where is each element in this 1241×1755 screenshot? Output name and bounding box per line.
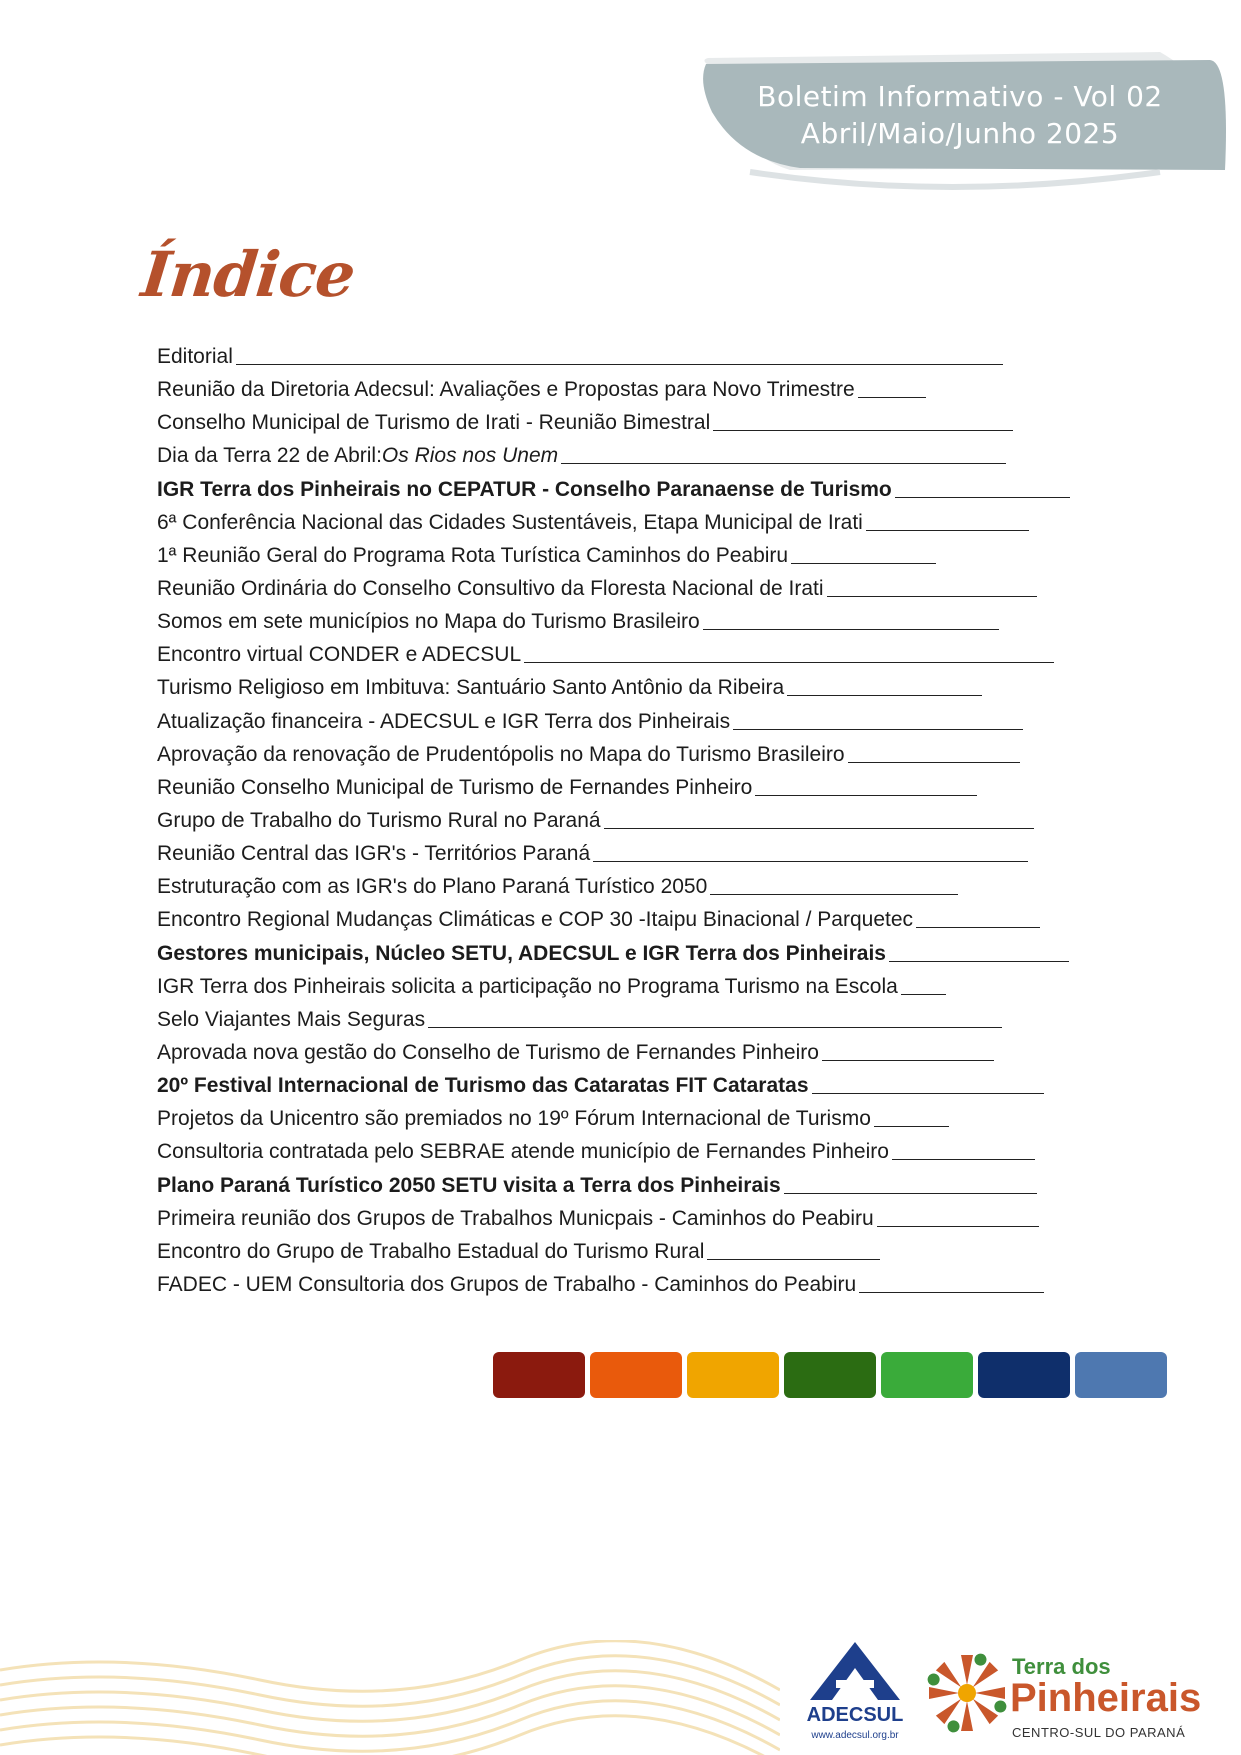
toc-leader-line: [787, 694, 982, 696]
toc-entry: [157, 771, 1107, 804]
toc-leader-line: [916, 926, 1040, 928]
terra-line2: Pinheirais: [1010, 1676, 1202, 1720]
toc-entry-title: FADEC - UEM Consultoria dos Grupos de Trabalho - Caminhos do Peabiru: [157, 1272, 857, 1296]
toc-entry-title: Editorial: [157, 345, 233, 368]
toc-leader-line: [604, 827, 1034, 829]
toc-entry: [157, 804, 1107, 837]
toc-leader-line: [710, 893, 958, 895]
toc-entry: [157, 638, 1107, 671]
toc-entry: [157, 738, 1107, 771]
toc-leader-line: [822, 1059, 994, 1061]
toc-entry-title: 6ª Conferência Nacional das Cidades Sustentáveis, Etapa Municipal de Irati: [157, 510, 863, 534]
toc-entry-title: Reunião Central das IGR's - Territórios Paraná: [157, 842, 591, 866]
toc-entry: [157, 671, 1107, 704]
toc-leader-line: [874, 1125, 949, 1127]
toc-entry-title: Encontro virtual CONDER e ADECSUL: [157, 643, 522, 667]
toc-leader-line: [524, 661, 1054, 663]
terra-line1: Terra dos: [1012, 1654, 1111, 1679]
toc-leader-line: [791, 562, 936, 564]
toc-leader-line: [827, 595, 1037, 597]
toc-entry-title: Primeira reunião dos Grupos de Trabalhos Municpais - Caminhos do Peabiru: [157, 1206, 874, 1230]
toc-entry-title: Dia da Terra 22 de Abril:: [157, 444, 382, 468]
toc-leader-line: [877, 1225, 1039, 1227]
toc-leader-line: [707, 1258, 880, 1260]
toc-entry: [157, 970, 1107, 1003]
decorative-waves: [0, 1640, 780, 1755]
toc-leader-line: [784, 1192, 1037, 1194]
toc-entry-title: 1ª Reunião Geral do Programa Rota Turística Caminhos do Peabiru: [157, 543, 789, 567]
adecsul-name: ADECSUL: [806, 1704, 904, 1726]
color-swatch: [1075, 1352, 1167, 1398]
bulletin-volume: Boletim Informativo - Vol 02: [757, 80, 1163, 113]
toc-leader-line: [755, 794, 977, 796]
adecsul-a-icon: [800, 1640, 910, 1704]
toc-entry: [157, 572, 1107, 605]
toc-entry: [157, 1102, 1107, 1135]
toc-entry: [157, 473, 1107, 506]
toc-entry-title: Somos em sete municípios no Mapa do Turismo Brasileiro: [157, 610, 700, 634]
toc-leader-line: [901, 993, 946, 995]
color-swatch: [978, 1352, 1070, 1398]
toc-entry-title: Encontro do Grupo de Trabalho Estadual do Turismo Rural: [157, 1239, 705, 1263]
toc-entry-title: Estruturação com as IGR's do Plano Paraná Turístico 2050: [157, 875, 708, 899]
toc-entry-title: IGR Terra dos Pinheirais no CEPATUR - Conselho Paranaense de Turismo: [157, 477, 892, 501]
toc-entry: [157, 1036, 1107, 1069]
toc-entry: [157, 1135, 1107, 1168]
toc-entry: [157, 870, 1107, 903]
toc-leader-line: [593, 860, 1028, 862]
pine-flower-icon: [922, 1648, 1012, 1738]
terra-line3: CENTRO-SUL DO PARANÁ: [1012, 1725, 1186, 1740]
toc-entry: [157, 439, 1107, 472]
toc-entry-title: Reunião Conselho Municipal de Turismo de Fernandes Pinheiro: [157, 775, 753, 799]
toc-entry-title: Consultoria contratada pelo SEBRAE atende município de Fernandes Pinheiro: [157, 1140, 889, 1164]
toc-leader-line: [428, 1026, 1002, 1028]
toc-leader-line: [892, 1158, 1035, 1160]
toc-entry-title: Reunião Ordinária do Conselho Consultivo da Floresta Nacional de Irati: [157, 576, 824, 600]
toc-entry: [157, 373, 1107, 406]
header-banner: [690, 52, 1230, 197]
toc-entry: [157, 837, 1107, 870]
toc-entry: [157, 1268, 1107, 1301]
toc-entry-title: Encontro Regional Mudanças Climáticas e COP 30 -Itaipu Binacional / Parquetec: [157, 908, 914, 932]
toc-entry: [157, 705, 1107, 738]
toc-entry-italic: Os Rios nos Unem: [381, 444, 559, 468]
toc-entry: [157, 406, 1107, 439]
toc-entry-title: Gestores municipais, Núcleo SETU, ADECSUL e IGR Terra dos Pinheirais: [157, 941, 886, 965]
color-swatch: [687, 1352, 779, 1398]
toc-entry: [157, 1169, 1107, 1202]
toc-entry-title: Aprovada nova gestão do Conselho de Turismo de Fernandes Pinheiro: [157, 1040, 819, 1064]
toc-entry: [157, 1003, 1107, 1036]
toc-entry-title: Plano Paraná Turístico 2050 SETU visita a Terra dos Pinheirais: [157, 1173, 781, 1197]
toc-leader-line: [703, 628, 999, 630]
toc-leader-line: [812, 1092, 1044, 1094]
toc-entry: [157, 1235, 1107, 1268]
toc-entry-title: Turismo Religioso em Imbituva: Santuário Santo Antônio da Ribeira: [157, 676, 785, 700]
toc-entry: [157, 937, 1107, 970]
terra-dos-pinheirais-logo: [922, 1640, 1202, 1750]
toc-entry: [157, 605, 1107, 638]
toc-entry: [157, 506, 1107, 539]
toc-entry-title: Conselho Municipal de Turismo de Irati - Reunião Bimestral: [157, 411, 711, 435]
toc-leader-line: [848, 761, 1020, 763]
adecsul-logo: [800, 1640, 910, 1750]
toc-leader-line: [895, 496, 1070, 498]
toc-leader-line: [713, 429, 1013, 431]
toc-entry-title: Grupo de Trabalho do Turismo Rural no Paraná: [157, 808, 601, 832]
toc-entry: [157, 1202, 1107, 1235]
toc-entry-title: Atualização financeira - ADECSUL e IGR Terra dos Pinheirais: [157, 709, 731, 733]
color-swatch: [881, 1352, 973, 1398]
index-title: Índice: [138, 238, 359, 311]
table-of-contents: [157, 340, 1107, 1301]
color-bar: [493, 1352, 1167, 1398]
toc-entry: [157, 1069, 1107, 1102]
color-swatch: [590, 1352, 682, 1398]
toc-leader-line: [889, 960, 1069, 962]
toc-entry-title: Reunião da Diretoria Adecsul: Avaliações e Propostas para Novo Trimestre: [157, 378, 855, 402]
color-swatch: [784, 1352, 876, 1398]
toc-entry-title: Aprovação da renovação de Prudentópolis no Mapa do Turismo Brasileiro: [157, 742, 845, 766]
toc-leader-line: [866, 529, 1029, 531]
toc-leader-line: [858, 396, 926, 398]
toc-entry: [157, 539, 1107, 572]
toc-entry-title: Projetos da Unicentro são premiados no 19º Fórum Internacional de Turismo: [157, 1107, 871, 1131]
color-swatch: [493, 1352, 585, 1398]
toc-leader-line: [561, 462, 1006, 464]
toc-entry: [157, 903, 1107, 936]
adecsul-website: www.adecsul.org.br: [811, 1730, 899, 1741]
toc-entry-title: Selo Viajantes Mais Seguras: [157, 1007, 426, 1031]
toc-entry-title: 20º Festival Internacional de Turismo das Cataratas FIT Cataratas: [157, 1074, 809, 1098]
bulletin-period: Abril/Maio/Junho 2025: [800, 117, 1120, 150]
toc-leader-line: [859, 1291, 1044, 1293]
toc-entry-title: IGR Terra dos Pinheirais solicita a participação no Programa Turismo na Escola: [157, 974, 898, 998]
toc-leader-line: [236, 363, 1003, 365]
toc-leader-line: [733, 728, 1023, 730]
toc-entry: [157, 340, 1107, 373]
